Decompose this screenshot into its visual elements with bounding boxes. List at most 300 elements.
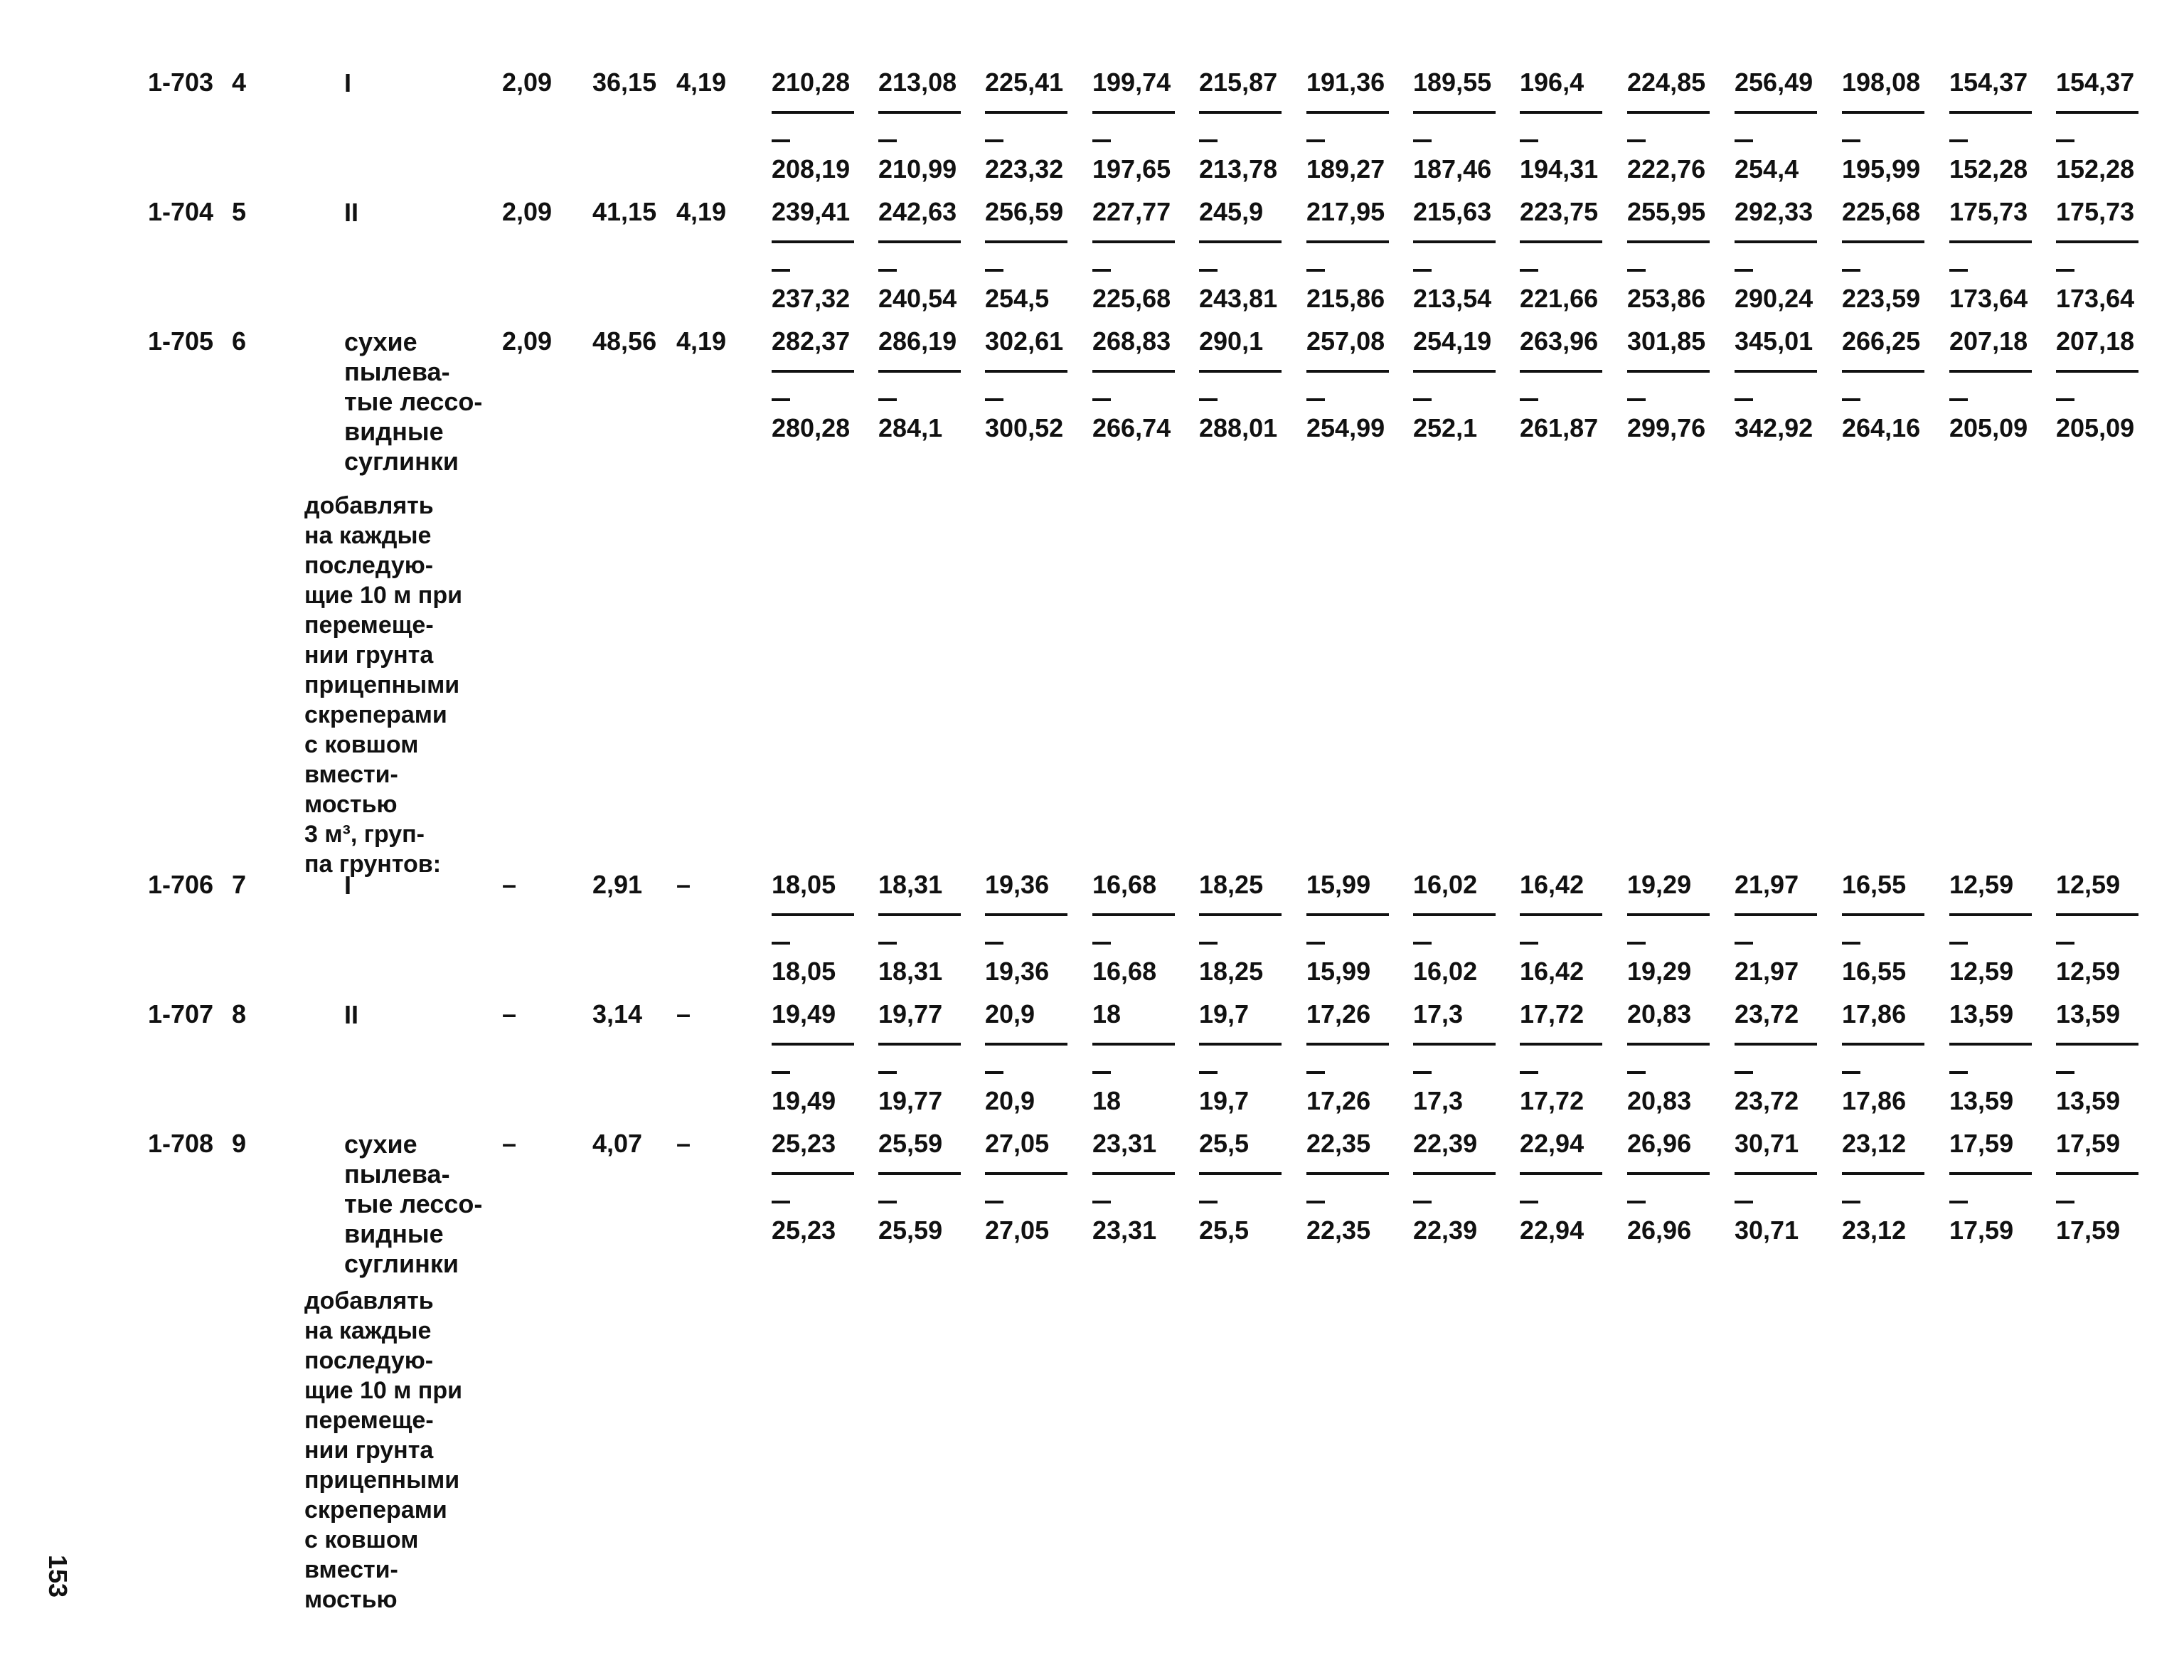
minus-mark <box>878 1071 897 1074</box>
fraction-line <box>1199 111 1282 114</box>
fraction-line <box>1842 913 1924 916</box>
fraction-line <box>1949 913 2032 916</box>
fraction-line <box>2056 913 2138 916</box>
row-number: 4 <box>232 68 247 97</box>
value-top: 17,3 <box>1413 999 1464 1028</box>
minus-mark <box>2056 139 2074 142</box>
value-bottom: 189,27 <box>1306 154 1385 184</box>
value-bottom: 213,78 <box>1199 154 1278 184</box>
value-bottom: 215,86 <box>1306 284 1385 313</box>
minus-mark <box>2056 398 2074 401</box>
value-bottom: 17,59 <box>2056 1216 2121 1245</box>
fraction-line <box>1092 1172 1175 1175</box>
row-code: 1-705 <box>148 326 214 356</box>
value-top: 26,96 <box>1627 1129 1692 1158</box>
value-bottom: 17,26 <box>1306 1086 1371 1115</box>
minus-mark <box>1949 1071 1968 1074</box>
fraction-line <box>1306 1172 1389 1175</box>
fraction-line <box>1735 370 1817 373</box>
value-top: 25,5 <box>1199 1129 1250 1158</box>
row-col2: 4,07 <box>592 1129 643 1158</box>
value-bottom: 20,83 <box>1627 1086 1692 1115</box>
value-top: 199,74 <box>1092 68 1171 97</box>
fraction-line <box>772 111 854 114</box>
value-top: 225,41 <box>985 68 1064 97</box>
minus-mark <box>1413 942 1432 945</box>
value-bottom: 254,99 <box>1306 413 1385 442</box>
value-bottom: 20,9 <box>985 1086 1035 1115</box>
value-top: 27,05 <box>985 1129 1050 1158</box>
value-bottom: 18,31 <box>878 957 943 986</box>
minus-mark <box>1413 1071 1432 1074</box>
fraction-line <box>985 370 1067 373</box>
minus-mark <box>1735 398 1753 401</box>
row-description: сухие пылева- тые лессо- видные суглинки <box>344 327 483 476</box>
row-number: 7 <box>232 870 247 899</box>
value-bottom: 12,59 <box>2056 957 2121 986</box>
value-top: 23,12 <box>1842 1129 1907 1158</box>
fraction-line <box>1627 913 1710 916</box>
minus-mark <box>772 269 790 272</box>
value-bottom: 213,54 <box>1413 284 1492 313</box>
value-top: 17,26 <box>1306 999 1371 1028</box>
value-bottom: 223,32 <box>985 154 1064 184</box>
row-number: 6 <box>232 326 247 356</box>
fraction-line <box>1949 240 2032 243</box>
value-bottom: 16,55 <box>1842 957 1907 986</box>
fraction-line <box>1092 111 1175 114</box>
row-col2: 48,56 <box>592 326 657 356</box>
row-code: 1-704 <box>148 197 214 226</box>
fraction-line <box>2056 240 2138 243</box>
minus-mark <box>1949 398 1968 401</box>
minus-mark <box>2056 1071 2074 1074</box>
value-top: 263,96 <box>1520 326 1599 356</box>
value-bottom: 299,76 <box>1627 413 1706 442</box>
fraction-line <box>1735 111 1817 114</box>
minus-mark <box>1413 1201 1432 1203</box>
minus-mark <box>1735 1071 1753 1074</box>
value-bottom: 300,52 <box>985 413 1064 442</box>
value-bottom: 23,12 <box>1842 1216 1907 1245</box>
fraction-line <box>1520 1043 1602 1046</box>
row-col2: 41,15 <box>592 197 657 226</box>
value-top: 17,72 <box>1520 999 1584 1028</box>
fraction-line <box>1842 370 1924 373</box>
value-top: 207,18 <box>1949 326 2028 356</box>
fraction-line <box>1949 1043 2032 1046</box>
minus-mark <box>1842 1201 1860 1203</box>
fraction-line <box>772 1043 854 1046</box>
fraction-line <box>1627 240 1710 243</box>
value-top: 16,55 <box>1842 870 1907 899</box>
value-bottom: 223,59 <box>1842 284 1921 313</box>
minus-mark <box>1092 398 1111 401</box>
minus-mark <box>1092 1201 1111 1203</box>
minus-mark <box>985 942 1003 945</box>
fraction-line <box>1306 240 1389 243</box>
value-top: 16,02 <box>1413 870 1478 899</box>
value-bottom: 288,01 <box>1199 413 1278 442</box>
row-description: I <box>344 871 352 900</box>
row-code: 1-703 <box>148 68 214 97</box>
fraction-line <box>878 370 961 373</box>
fraction-line <box>1306 913 1389 916</box>
minus-mark <box>878 398 897 401</box>
minus-mark <box>772 398 790 401</box>
value-top: 12,59 <box>1949 870 2014 899</box>
fraction-line <box>878 240 961 243</box>
value-top: 245,9 <box>1199 197 1264 226</box>
row-code: 1-707 <box>148 999 214 1028</box>
fraction-line <box>2056 1172 2138 1175</box>
value-top: 16,42 <box>1520 870 1584 899</box>
row-code: 1-708 <box>148 1129 214 1158</box>
minus-mark <box>1842 942 1860 945</box>
minus-mark <box>772 1201 790 1203</box>
value-top: 16,68 <box>1092 870 1157 899</box>
value-bottom: 195,99 <box>1842 154 1921 184</box>
minus-mark <box>878 139 897 142</box>
minus-mark <box>1627 398 1646 401</box>
value-bottom: 243,81 <box>1199 284 1278 313</box>
value-top: 23,31 <box>1092 1129 1157 1158</box>
fraction-line <box>1413 111 1496 114</box>
value-top: 254,19 <box>1413 326 1492 356</box>
value-top: 22,35 <box>1306 1129 1371 1158</box>
fraction-line <box>1627 1043 1710 1046</box>
value-bottom: 22,39 <box>1413 1216 1478 1245</box>
value-bottom: 266,74 <box>1092 413 1171 442</box>
value-bottom: 12,59 <box>1949 957 2014 986</box>
fraction-line <box>1735 1172 1817 1175</box>
row-col2: 2,91 <box>592 870 643 899</box>
row-number: 8 <box>232 999 247 1028</box>
addition-note: добавлять на каждые последую- щие 10 м при перемеще- нии грунта прицепными скреперами с ковшом вмести- мостью 3 м³, груп- па грунтов: <box>304 492 463 878</box>
minus-mark <box>1306 942 1325 945</box>
minus-mark <box>1627 1201 1646 1203</box>
value-top: 198,08 <box>1842 68 1921 97</box>
minus-mark <box>1949 942 1968 945</box>
value-bottom: 13,59 <box>1949 1086 2014 1115</box>
minus-mark <box>1306 398 1325 401</box>
fraction-line <box>1092 913 1175 916</box>
addition-note: добавлять на каждые последую- щие 10 м при перемеще- нии грунта прицепными скреперами с ковшом вмести- мостью <box>304 1287 463 1613</box>
value-top: 225,68 <box>1842 197 1921 226</box>
fraction-line <box>1199 370 1282 373</box>
minus-mark <box>985 1071 1003 1074</box>
minus-mark <box>1199 139 1218 142</box>
row-description: II <box>344 198 359 227</box>
row-col2: 3,14 <box>592 999 643 1028</box>
minus-mark <box>1199 1201 1218 1203</box>
minus-mark <box>1199 269 1218 272</box>
fraction-line <box>1413 370 1496 373</box>
value-bottom: 26,96 <box>1627 1216 1692 1245</box>
value-bottom: 18,25 <box>1199 957 1264 986</box>
value-bottom: 254,5 <box>985 284 1050 313</box>
minus-mark <box>1842 398 1860 401</box>
row-number: 5 <box>232 197 247 226</box>
value-top: 17,86 <box>1842 999 1907 1028</box>
value-top: 18 <box>1092 999 1122 1028</box>
value-bottom: 342,92 <box>1735 413 1813 442</box>
value-top: 19,29 <box>1627 870 1692 899</box>
fraction-line <box>1520 1172 1602 1175</box>
minus-mark <box>985 398 1003 401</box>
value-top: 292,33 <box>1735 197 1813 226</box>
fraction-line <box>1306 1043 1389 1046</box>
value-top: 257,08 <box>1306 326 1385 356</box>
value-bottom: 15,99 <box>1306 957 1371 986</box>
value-bottom: 21,97 <box>1735 957 1799 986</box>
value-top: 215,87 <box>1199 68 1278 97</box>
value-top: 302,61 <box>985 326 1064 356</box>
fraction-line <box>1627 111 1710 114</box>
value-top: 22,94 <box>1520 1129 1584 1158</box>
page-number: 153 <box>43 1555 73 1598</box>
minus-mark <box>1306 269 1325 272</box>
minus-mark <box>1306 139 1325 142</box>
minus-mark <box>1949 269 1968 272</box>
fraction-line <box>1949 111 2032 114</box>
value-top: 18,05 <box>772 870 836 899</box>
row-description: II <box>344 1000 359 1029</box>
value-top: 175,73 <box>1949 197 2028 226</box>
minus-mark <box>1735 942 1753 945</box>
value-bottom: 30,71 <box>1735 1216 1799 1245</box>
minus-mark <box>1520 269 1538 272</box>
fraction-line <box>1627 1172 1710 1175</box>
fraction-line <box>2056 370 2138 373</box>
value-bottom: 23,31 <box>1092 1216 1157 1245</box>
fraction-line <box>1306 370 1389 373</box>
value-top: 18,25 <box>1199 870 1264 899</box>
value-bottom: 222,76 <box>1627 154 1706 184</box>
value-bottom: 18,05 <box>772 957 836 986</box>
value-bottom: 173,64 <box>1949 284 2028 313</box>
fraction-line <box>985 111 1067 114</box>
row-col3: 4,19 <box>676 197 727 226</box>
value-top: 13,59 <box>1949 999 2014 1028</box>
value-bottom: 187,46 <box>1413 154 1492 184</box>
minus-mark <box>1627 269 1646 272</box>
value-bottom: 173,64 <box>2056 284 2135 313</box>
fraction-line <box>985 1043 1067 1046</box>
minus-mark <box>985 269 1003 272</box>
fraction-line <box>1735 1043 1817 1046</box>
row-col1: 2,09 <box>502 326 553 356</box>
minus-mark <box>1735 139 1753 142</box>
value-bottom: 18 <box>1092 1086 1122 1115</box>
value-top: 30,71 <box>1735 1129 1799 1158</box>
value-bottom: 261,87 <box>1520 413 1599 442</box>
value-bottom: 225,68 <box>1092 284 1171 313</box>
value-top: 12,59 <box>2056 870 2121 899</box>
fraction-line <box>1842 111 1924 114</box>
value-bottom: 16,68 <box>1092 957 1157 986</box>
minus-mark <box>1092 1071 1111 1074</box>
minus-mark <box>1842 1071 1860 1074</box>
minus-mark <box>1520 942 1538 945</box>
fraction-line <box>1520 240 1602 243</box>
value-top: 196,4 <box>1520 68 1584 97</box>
minus-mark <box>1413 139 1432 142</box>
value-bottom: 25,23 <box>772 1216 836 1245</box>
minus-mark <box>1627 1071 1646 1074</box>
fraction-line <box>1092 240 1175 243</box>
value-bottom: 210,99 <box>878 154 957 184</box>
fraction-line <box>1199 1172 1282 1175</box>
minus-mark <box>1949 139 1968 142</box>
minus-mark <box>1520 139 1538 142</box>
fraction-line <box>1413 1043 1496 1046</box>
value-bottom: 16,42 <box>1520 957 1584 986</box>
value-bottom: 152,28 <box>2056 154 2135 184</box>
minus-mark <box>1627 942 1646 945</box>
minus-mark <box>1520 1201 1538 1203</box>
value-top: 189,55 <box>1413 68 1492 97</box>
value-bottom: 19,77 <box>878 1086 943 1115</box>
value-top: 215,63 <box>1413 197 1492 226</box>
fraction-line <box>1199 1043 1282 1046</box>
value-top: 242,63 <box>878 197 957 226</box>
row-code: 1-706 <box>148 870 214 899</box>
fraction-line <box>1735 240 1817 243</box>
value-top: 227,77 <box>1092 197 1171 226</box>
row-col3: – <box>676 1129 691 1158</box>
value-bottom: 208,19 <box>772 154 851 184</box>
value-bottom: 19,29 <box>1627 957 1692 986</box>
row-col1: 2,09 <box>502 68 553 97</box>
minus-mark <box>1306 1071 1325 1074</box>
value-bottom: 22,94 <box>1520 1216 1584 1245</box>
row-col3: – <box>676 870 691 899</box>
value-bottom: 197,65 <box>1092 154 1171 184</box>
value-bottom: 25,59 <box>878 1216 943 1245</box>
minus-mark <box>1306 1201 1325 1203</box>
minus-mark <box>1842 269 1860 272</box>
minus-mark <box>1520 398 1538 401</box>
minus-mark <box>1199 398 1218 401</box>
value-top: 224,85 <box>1627 68 1706 97</box>
value-top: 21,97 <box>1735 870 1799 899</box>
minus-mark <box>1627 139 1646 142</box>
value-bottom: 237,32 <box>772 284 851 313</box>
minus-mark <box>2056 1201 2074 1203</box>
fraction-line <box>2056 111 2138 114</box>
value-bottom: 205,09 <box>2056 413 2135 442</box>
value-bottom: 290,24 <box>1735 284 1813 313</box>
fraction-line <box>878 1043 961 1046</box>
value-top: 17,59 <box>2056 1129 2121 1158</box>
fraction-line <box>1949 1172 2032 1175</box>
value-top: 18,31 <box>878 870 943 899</box>
value-bottom: 194,31 <box>1520 154 1599 184</box>
value-top: 175,73 <box>2056 197 2135 226</box>
value-top: 154,37 <box>2056 68 2135 97</box>
row-col3: 4,19 <box>676 326 727 356</box>
minus-mark <box>1092 942 1111 945</box>
value-top: 23,72 <box>1735 999 1799 1028</box>
value-top: 256,59 <box>985 197 1064 226</box>
value-top: 256,49 <box>1735 68 1813 97</box>
fraction-line <box>878 1172 961 1175</box>
value-top: 19,49 <box>772 999 836 1028</box>
value-bottom: 19,7 <box>1199 1086 1250 1115</box>
fraction-line <box>878 111 961 114</box>
row-description: I <box>344 68 352 97</box>
value-top: 210,28 <box>772 68 851 97</box>
value-top: 255,95 <box>1627 197 1706 226</box>
value-bottom: 17,3 <box>1413 1086 1464 1115</box>
fraction-line <box>772 240 854 243</box>
fraction-line <box>772 913 854 916</box>
value-bottom: 254,4 <box>1735 154 1799 184</box>
value-bottom: 16,02 <box>1413 957 1478 986</box>
value-bottom: 253,86 <box>1627 284 1706 313</box>
minus-mark <box>878 1201 897 1203</box>
value-top: 20,9 <box>985 999 1035 1028</box>
value-top: 13,59 <box>2056 999 2121 1028</box>
fraction-line <box>1627 370 1710 373</box>
value-top: 290,1 <box>1199 326 1264 356</box>
row-col3: 4,19 <box>676 68 727 97</box>
minus-mark <box>1520 1071 1538 1074</box>
value-top: 207,18 <box>2056 326 2135 356</box>
row-col3: – <box>676 999 691 1028</box>
value-top: 223,75 <box>1520 197 1599 226</box>
row-number: 9 <box>232 1129 247 1158</box>
minus-mark <box>772 1071 790 1074</box>
fraction-line <box>985 1172 1067 1175</box>
value-bottom: 205,09 <box>1949 413 2028 442</box>
value-top: 282,37 <box>772 326 851 356</box>
minus-mark <box>878 269 897 272</box>
minus-mark <box>2056 942 2074 945</box>
row-col1: 2,09 <box>502 197 553 226</box>
row-col2: 36,15 <box>592 68 657 97</box>
fraction-line <box>1842 1172 1924 1175</box>
fraction-line <box>1949 370 2032 373</box>
value-top: 266,25 <box>1842 326 1921 356</box>
fraction-line <box>1306 111 1389 114</box>
value-top: 301,85 <box>1627 326 1706 356</box>
minus-mark <box>1092 139 1111 142</box>
value-top: 286,19 <box>878 326 957 356</box>
minus-mark <box>772 139 790 142</box>
fraction-line <box>1092 1043 1175 1046</box>
fraction-line <box>772 1172 854 1175</box>
value-bottom: 17,72 <box>1520 1086 1584 1115</box>
minus-mark <box>1735 269 1753 272</box>
fraction-line <box>1413 240 1496 243</box>
row-description: сухие пылева- тые лессо- видные суглинки <box>344 1129 483 1278</box>
value-top: 19,7 <box>1199 999 1250 1028</box>
value-top: 239,41 <box>772 197 851 226</box>
value-bottom: 284,1 <box>878 413 943 442</box>
value-bottom: 25,5 <box>1199 1216 1250 1245</box>
minus-mark <box>1199 1071 1218 1074</box>
value-bottom: 252,1 <box>1413 413 1478 442</box>
value-top: 268,83 <box>1092 326 1171 356</box>
value-bottom: 27,05 <box>985 1216 1050 1245</box>
minus-mark <box>1735 1201 1753 1203</box>
minus-mark <box>985 1201 1003 1203</box>
value-top: 17,59 <box>1949 1129 2014 1158</box>
row-col1: – <box>502 870 517 899</box>
value-top: 217,95 <box>1306 197 1385 226</box>
